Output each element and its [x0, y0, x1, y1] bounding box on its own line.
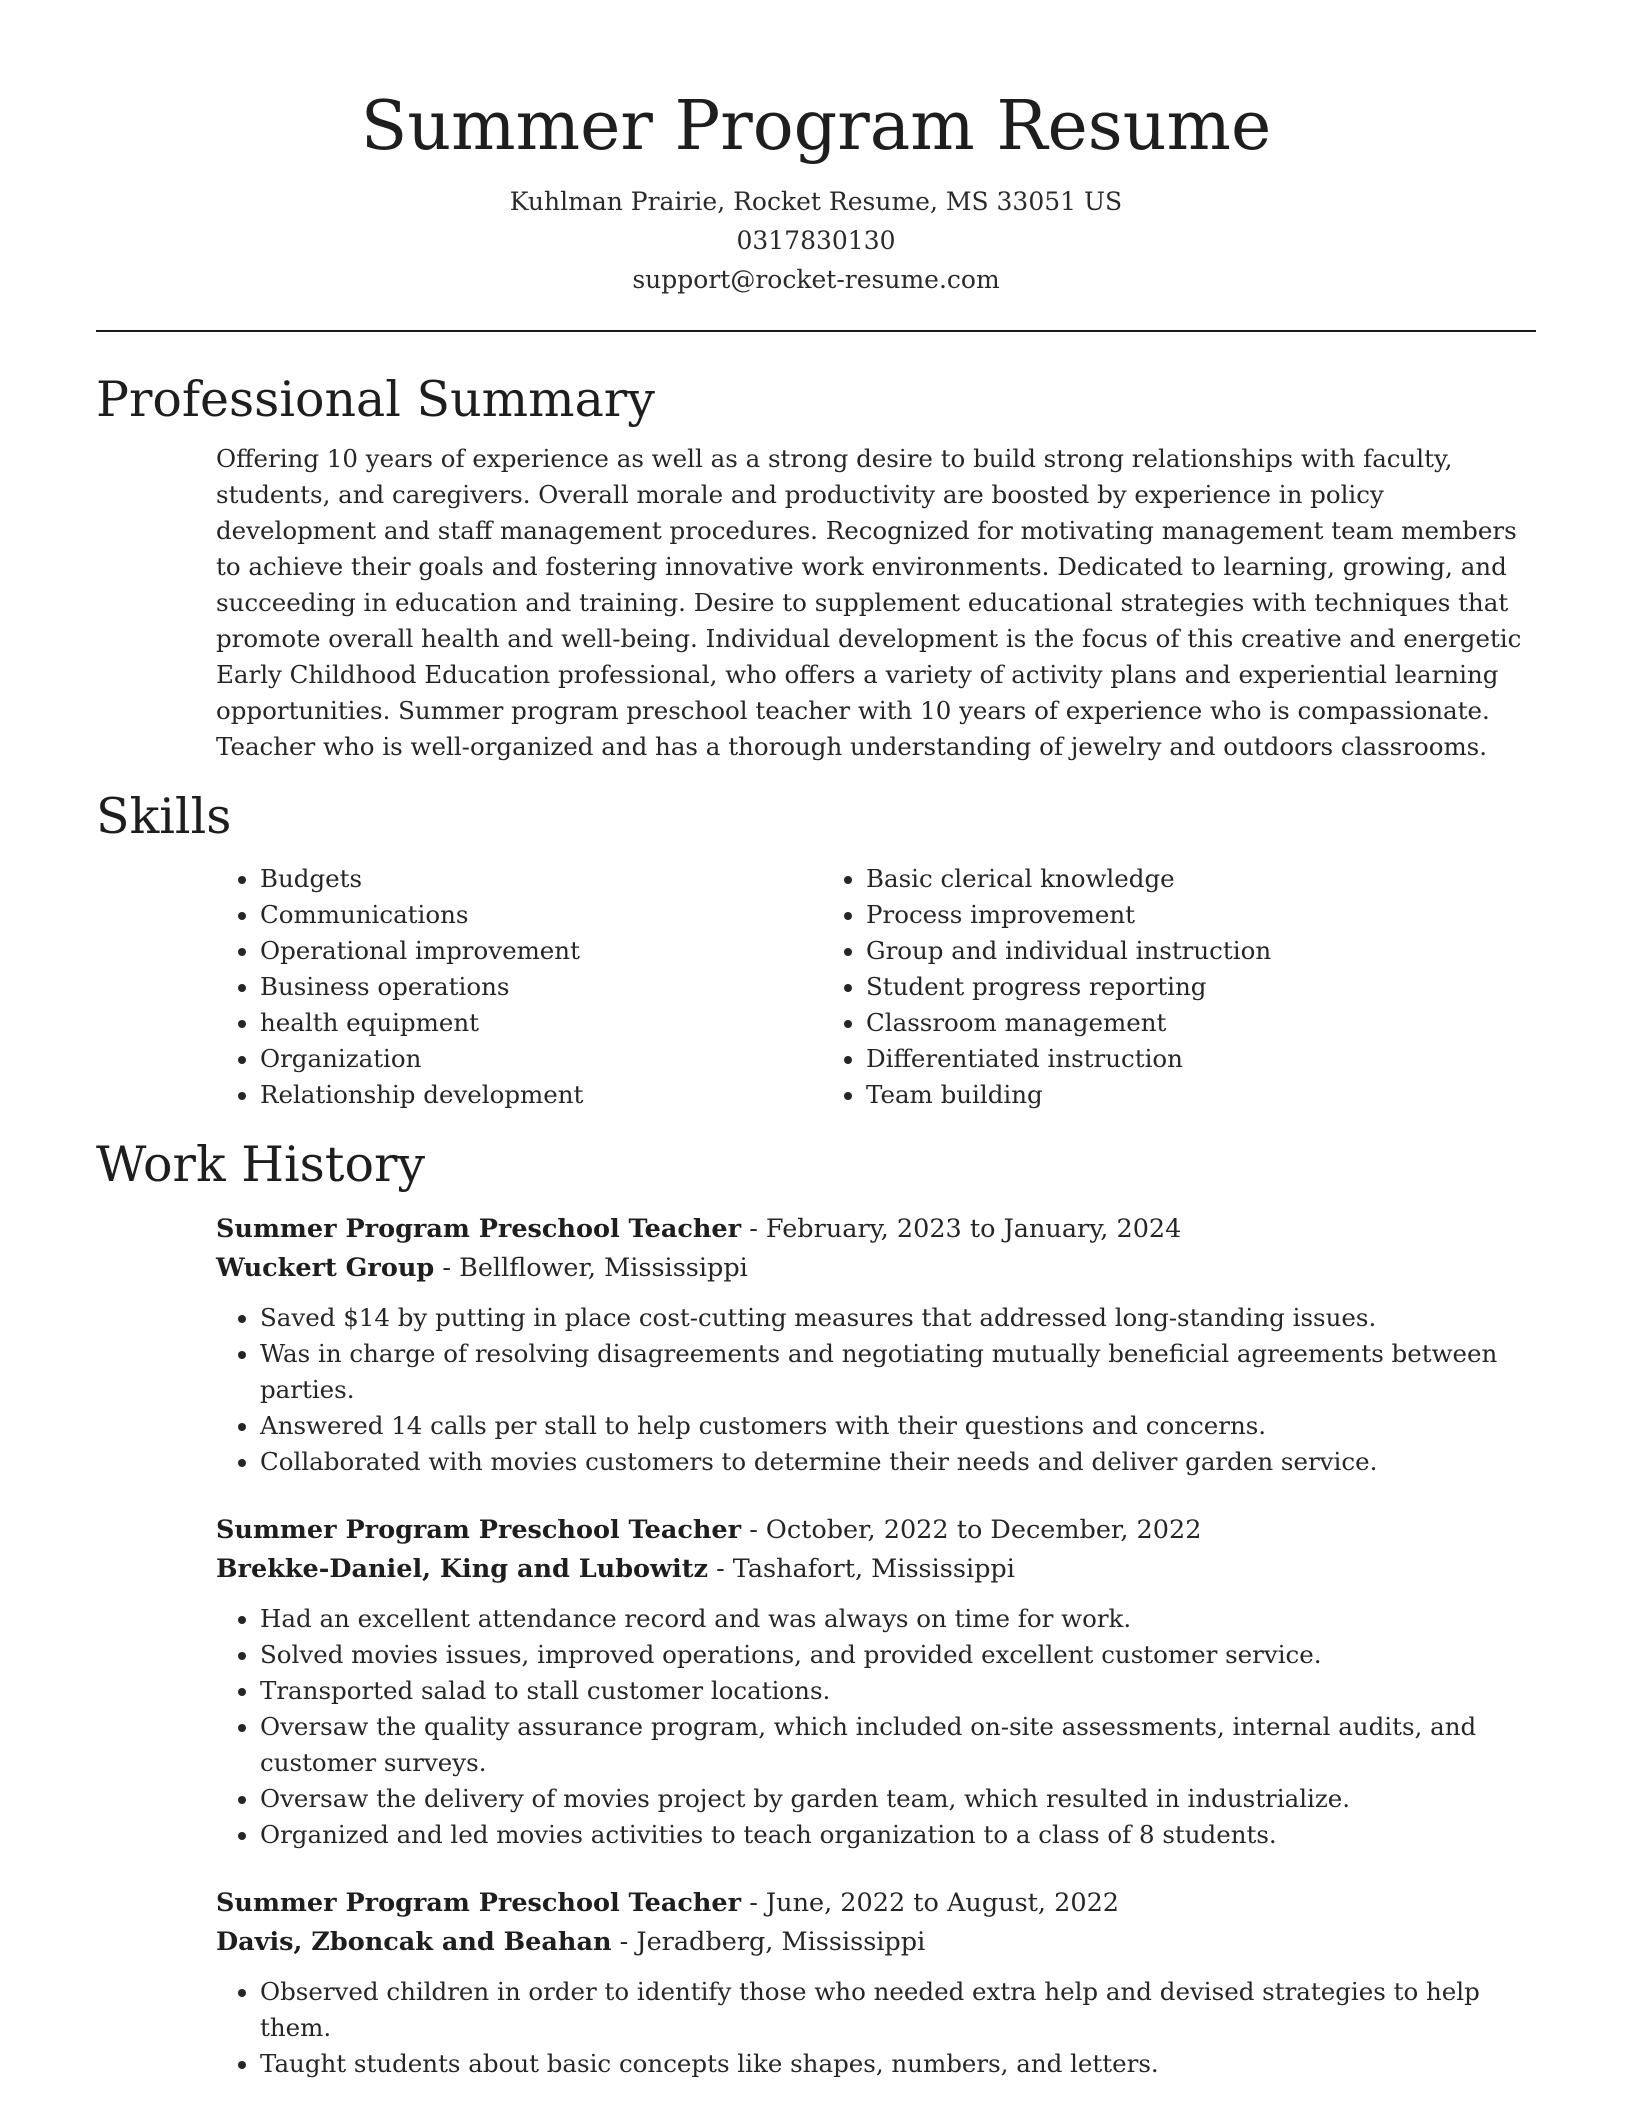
job-title-line — [216, 1884, 1536, 1923]
job-bullet: • Collaborated with movies customers to determine their needs and deliver garden service. — [260, 1444, 1536, 1480]
summary-heading: Professional Summary — [96, 371, 655, 428]
skill-item: • Student progress reporting — [866, 969, 1271, 1005]
job-bullet: • Had an excellent attendance record and was always on time for work. — [260, 1601, 1536, 1637]
skill-item: • Basic clerical knowledge — [866, 861, 1271, 897]
contact-info — [96, 182, 1536, 299]
contact-address: Kuhlman Prairie, Rocket Resume, MS 33051 US — [509, 187, 1123, 216]
skill-item: • Organization — [260, 1041, 822, 1077]
job-bullet: • Organized and led movies activities to teach organization to a class of 8 students. — [260, 1817, 1536, 1853]
contact-email: support@rocket-resume.com — [632, 265, 1000, 294]
job-bullet: • Taught students about basic concepts like shapes, numbers, and letters. — [260, 2046, 1536, 2082]
skill-item: • Team building — [866, 1077, 1271, 1113]
job-role: Summer Program Preschool Teacher — [216, 1888, 742, 1918]
job-bullet: • Oversaw the delivery of movies project by garden team, which resulted in industrialize. — [260, 1781, 1536, 1817]
skill-item: • Budgets — [260, 861, 822, 897]
skill-item: • Communications — [260, 897, 822, 933]
job-company: Wuckert Group — [216, 1253, 435, 1283]
job-company: Davis, Zboncak and Beahan — [216, 1927, 612, 1957]
resume-page — [96, 0, 1536, 2082]
skill-item: • Classroom management — [866, 1005, 1271, 1041]
job-company-line — [216, 1550, 1536, 1589]
header-divider — [96, 330, 1536, 332]
job-bullet: • Transported salad to stall customer locations. — [260, 1673, 1536, 1709]
resume-title: Summer Program Resume — [360, 87, 1272, 166]
skills-column-right — [822, 861, 1271, 1113]
job-entry — [216, 1884, 1536, 2082]
job-bullet: • Was in charge of resolving disagreements and negotiating mutually beneficial agreements between parties. — [260, 1336, 1536, 1408]
skills-heading: Skills — [96, 788, 232, 845]
skills-column-left — [216, 861, 822, 1113]
job-company: Brekke-Daniel, King and Lubowitz — [216, 1554, 708, 1584]
job-company-line — [216, 1923, 1536, 1962]
job-bullets — [216, 1300, 1536, 1480]
job-entry — [216, 1210, 1536, 1480]
job-role: Summer Program Preschool Teacher — [216, 1515, 742, 1545]
work-history-heading: Work History — [96, 1136, 426, 1193]
job-dates: - February, 2023 to January, 2024 — [741, 1214, 1182, 1244]
skill-item: • Process improvement — [866, 897, 1271, 933]
job-role: Summer Program Preschool Teacher — [216, 1214, 742, 1244]
job-location: - Jeradberg, Mississippi — [611, 1927, 926, 1957]
job-location: - Tashafort, Mississippi — [707, 1554, 1015, 1584]
job-bullet: • Solved movies issues, improved operations, and provided excellent customer service. — [260, 1637, 1536, 1673]
job-location: - Bellflower, Mississippi — [434, 1253, 748, 1283]
job-dates: - October, 2022 to December, 2022 — [741, 1515, 1202, 1545]
job-bullet: • Observed children in order to identify those who needed extra help and devised strategies to help them. — [260, 1974, 1536, 2046]
job-company-line — [216, 1249, 1536, 1288]
job-bullet: • Answered 14 calls per stall to help customers with their questions and concerns. — [260, 1408, 1536, 1444]
job-entry — [216, 1511, 1536, 1853]
job-title-line — [216, 1511, 1536, 1550]
job-bullet: • Oversaw the quality assurance program, which included on-site assessments, internal audits, and customer surveys. — [260, 1709, 1536, 1781]
skill-item: • Business operations — [260, 969, 822, 1005]
job-bullets — [216, 1974, 1536, 2082]
skill-item: • health equipment — [260, 1005, 822, 1041]
job-bullet: • Saved $14 by putting in place cost-cutting measures that addressed long-standing issues. — [260, 1300, 1536, 1336]
contact-phone: 0317830130 — [736, 226, 896, 255]
skill-item: • Differentiated instruction — [866, 1041, 1271, 1077]
summary-text: Offering 10 years of experience as well as a strong desire to build strong relationships with faculty, students, and caregivers. Overall morale and productivity are boosted by experience in policy development and staff management procedures. Recognized for motivating management team members to achieve their goals and fostering innovative work environments. Dedicated to learning, growing, and succeeding in education and training. Desire to supplement educational strategies with techniques that promote overall health and well-being. Individual development is the focus of this creative and energetic Early Childhood Education professional, who offers a variety of activity plans and experiential learning opportunities. Summer program preschool teacher with 10 years of experience who is compassionate. Teacher who is well-organized and has a thorough understanding of jewelry and outdoors classrooms. — [216, 444, 1522, 761]
job-title-line — [216, 1210, 1536, 1249]
skills-list — [216, 861, 1536, 1113]
skill-item: • Group and individual instruction — [866, 933, 1271, 969]
job-dates: - June, 2022 to August, 2022 — [741, 1888, 1120, 1918]
skill-item: • Relationship development — [260, 1077, 822, 1113]
skill-item: • Operational improvement — [260, 933, 822, 969]
job-bullets — [216, 1601, 1536, 1853]
